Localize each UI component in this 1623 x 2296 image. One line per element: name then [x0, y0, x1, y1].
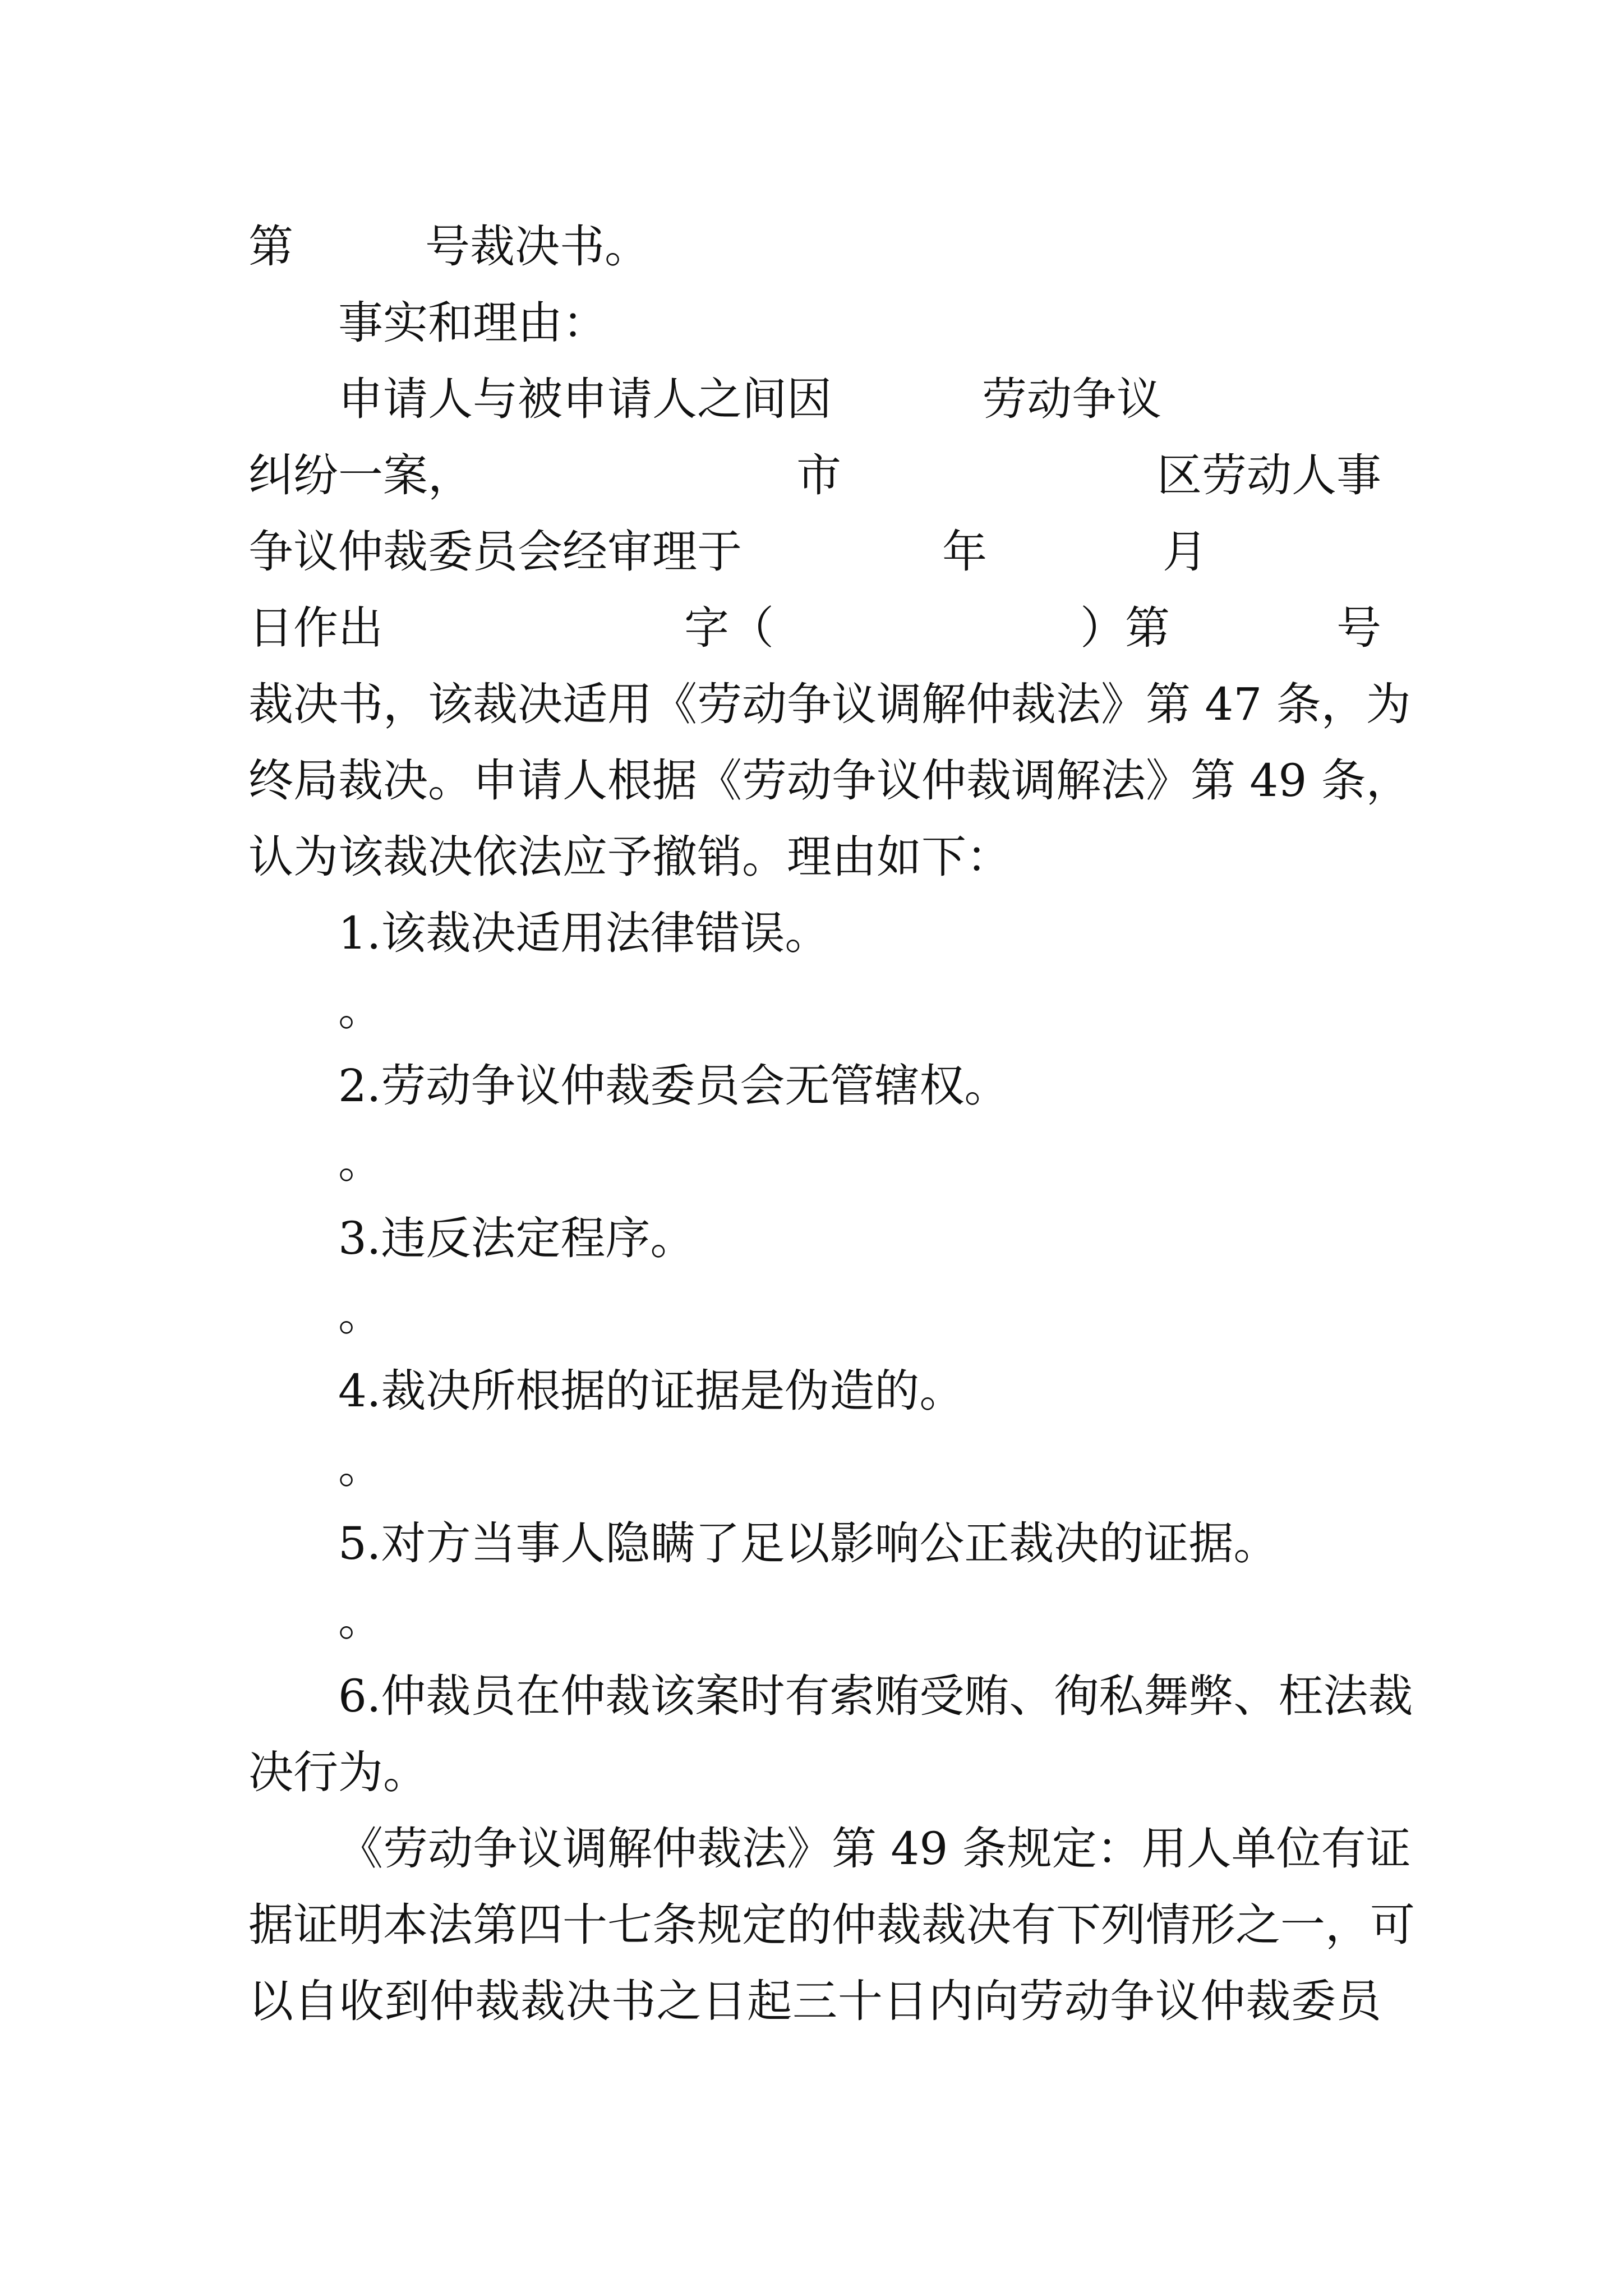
text-fragment: 月 — [1163, 526, 1207, 578]
body-text-line: 裁决书，该裁决适用《劳动争议调解仲裁法》第 47 条，为 — [248, 678, 1411, 730]
section-heading: 事实和理由： — [338, 297, 607, 349]
text-fragment: 年 — [942, 526, 987, 578]
text-fragment: 号裁决书。 — [425, 220, 649, 273]
text-fragment: 市 — [796, 449, 841, 501]
text-fragment: 纠纷一案， — [248, 449, 473, 501]
list-item-continuation: 决行为。 — [248, 1746, 428, 1798]
text-fragment: 字（ — [684, 602, 774, 654]
text-fragment: ）第 — [1080, 602, 1170, 654]
text-fragment: 区劳动人事 — [1157, 449, 1381, 501]
list-item: 5.对方当事人隐瞒了足以影响公正裁决的证据。 — [338, 1517, 1279, 1570]
list-item: 6.仲裁员在仲裁该案时有索贿受贿、徇私舞弊、枉法裁 — [338, 1670, 1413, 1722]
list-item-continuation: 。 — [338, 1594, 383, 1646]
list-item: 4.裁决所根据的证据是伪造的。 — [338, 1365, 965, 1417]
list-item-continuation: 。 — [338, 1441, 383, 1493]
text-fragment: 日作出 — [248, 602, 383, 654]
text-fragment: 号 — [1336, 602, 1381, 654]
body-text-line: 以自收到仲裁裁决书之日起三十日内向劳动争议仲裁委员 — [248, 1975, 1381, 2027]
list-item-continuation: 。 — [338, 983, 383, 1036]
text-fragment: 第 — [248, 220, 293, 273]
body-text-line: 《劳动争议调解仲裁法》第 49 条规定：用人单位有证 — [338, 1823, 1411, 1875]
body-text-line: 据证明本法第四十七条规定的仲裁裁决有下列情形之一，可 — [248, 1899, 1415, 1951]
list-item-continuation: 。 — [338, 1289, 383, 1341]
text-fragment: 劳动争议 — [982, 373, 1161, 425]
text-fragment: 争议仲裁委员会经审理于 — [248, 526, 742, 578]
list-item: 3.违反法定程序。 — [338, 1212, 695, 1264]
list-item: 1.该裁决适用法律错误。 — [338, 907, 830, 959]
list-item-continuation: 。 — [338, 1136, 383, 1188]
text-fragment: 申请人与被申请人之间因 — [338, 373, 832, 425]
body-text-line: 认为该裁决依法应予撤销。理由如下： — [248, 831, 1011, 883]
body-text-line: 终局裁决。申请人根据《劳动争议仲裁调解法》第 49 条， — [248, 754, 1411, 807]
list-item: 2.劳动争议仲裁委员会无管辖权。 — [338, 1060, 1009, 1112]
